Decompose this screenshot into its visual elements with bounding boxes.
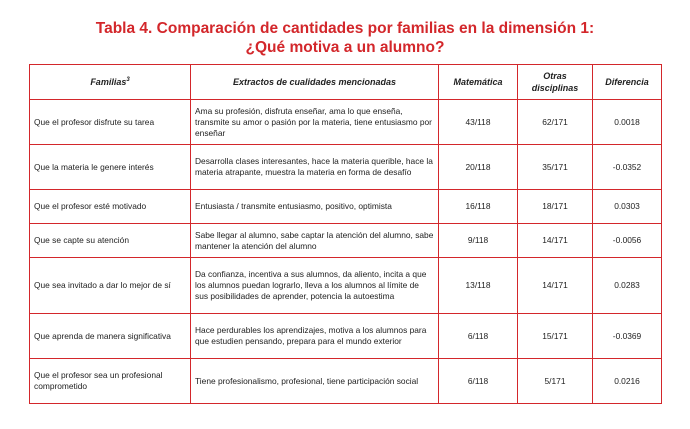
extractos-cell: Tiene profesionalismo, profesional, tiene participación social — [191, 359, 439, 404]
otras-disciplinas-cell: 14/171 — [518, 224, 593, 258]
table-row — [30, 258, 662, 314]
table-row — [30, 314, 662, 359]
extractos-cell: Hace perdurables los aprendizajes, motiva a los alumnos para que estudien pensando, prepara para el mundo exterior — [191, 314, 439, 359]
diferencia-cell: 0.0018 — [593, 100, 662, 145]
table-row — [30, 145, 662, 190]
otras-disciplinas-cell: 5/171 — [518, 359, 593, 404]
diferencia-cell: 0.0303 — [593, 190, 662, 224]
diferencia-cell: 0.0216 — [593, 359, 662, 404]
extractos-cell: Sabe llegar al alumno, sabe captar la atención del alumno, sabe mantener la atención del alumno — [191, 224, 439, 258]
table-row — [30, 190, 662, 224]
header-extractos: Extractos de cualidades mencionadas — [191, 65, 439, 100]
otras-disciplinas-cell: 18/171 — [518, 190, 593, 224]
familia-cell: Que sea invitado a dar lo mejor de sí — [30, 258, 191, 314]
matematica-cell: 20/118 — [439, 145, 518, 190]
extractos-cell: Ama su profesión, disfruta enseñar, ama lo que enseña, transmite su amor o pasión por la materia, tiene entusiasmo por enseñar — [191, 100, 439, 145]
familia-cell: Que aprenda de manera significativa — [30, 314, 191, 359]
familia-cell: Que se capte su atención — [30, 224, 191, 258]
header-otras-disciplinas: Otras disciplinas — [518, 65, 593, 100]
otras-disciplinas-cell: 14/171 — [518, 258, 593, 314]
header-diferencia: Diferencia — [593, 65, 662, 100]
diferencia-cell: -0.0352 — [593, 145, 662, 190]
extractos-cell: Da confianza, incentiva a sus alumnos, da aliento, incita a que los alumnos puedan lograrlo, lleva a los alumnos al límite de sus posibilidades de aprender, potencia la autoestima — [191, 258, 439, 314]
matematica-cell: 6/118 — [439, 314, 518, 359]
otras-disciplinas-cell: 62/171 — [518, 100, 593, 145]
diferencia-cell: 0.0283 — [593, 258, 662, 314]
familia-cell: Que el profesor esté motivado — [30, 190, 191, 224]
header-familias-footnote: 3 — [126, 77, 130, 83]
table-title-line2: ¿Qué motiva a un alumno? — [245, 39, 445, 56]
otras-disciplinas-cell: 35/171 — [518, 145, 593, 190]
otras-disciplinas-cell: 15/171 — [518, 314, 593, 359]
matematica-cell: 6/118 — [439, 359, 518, 404]
table-row — [30, 100, 662, 145]
table-row — [30, 224, 662, 258]
familia-cell: Que la materia le genere interés — [30, 145, 191, 190]
header-matematica: Matemática — [439, 65, 518, 100]
extractos-cell: Entusiasta / transmite entusiasmo, positivo, optimista — [191, 190, 439, 224]
diferencia-cell: -0.0369 — [593, 314, 662, 359]
header-row — [30, 65, 662, 100]
matematica-cell: 13/118 — [439, 258, 518, 314]
table-title — [0, 19, 690, 57]
comparison-table — [29, 64, 662, 404]
matematica-cell: 9/118 — [439, 224, 518, 258]
familia-cell: Que el profesor sea un profesional comprometido — [30, 359, 191, 404]
matematica-cell: 16/118 — [439, 190, 518, 224]
header-familias-label: Familias — [90, 77, 127, 87]
table-title-line1: Tabla 4. Comparación de cantidades por familias en la dimensión 1: — [95, 20, 595, 37]
header-familias — [30, 65, 191, 100]
familia-cell: Que el profesor disfrute su tarea — [30, 100, 191, 145]
extractos-cell: Desarrolla clases interesantes, hace la materia querible, hace la materia atrapante, muestra la materia en forma de desafío — [191, 145, 439, 190]
diferencia-cell: -0.0056 — [593, 224, 662, 258]
table-row — [30, 359, 662, 404]
matematica-cell: 43/118 — [439, 100, 518, 145]
